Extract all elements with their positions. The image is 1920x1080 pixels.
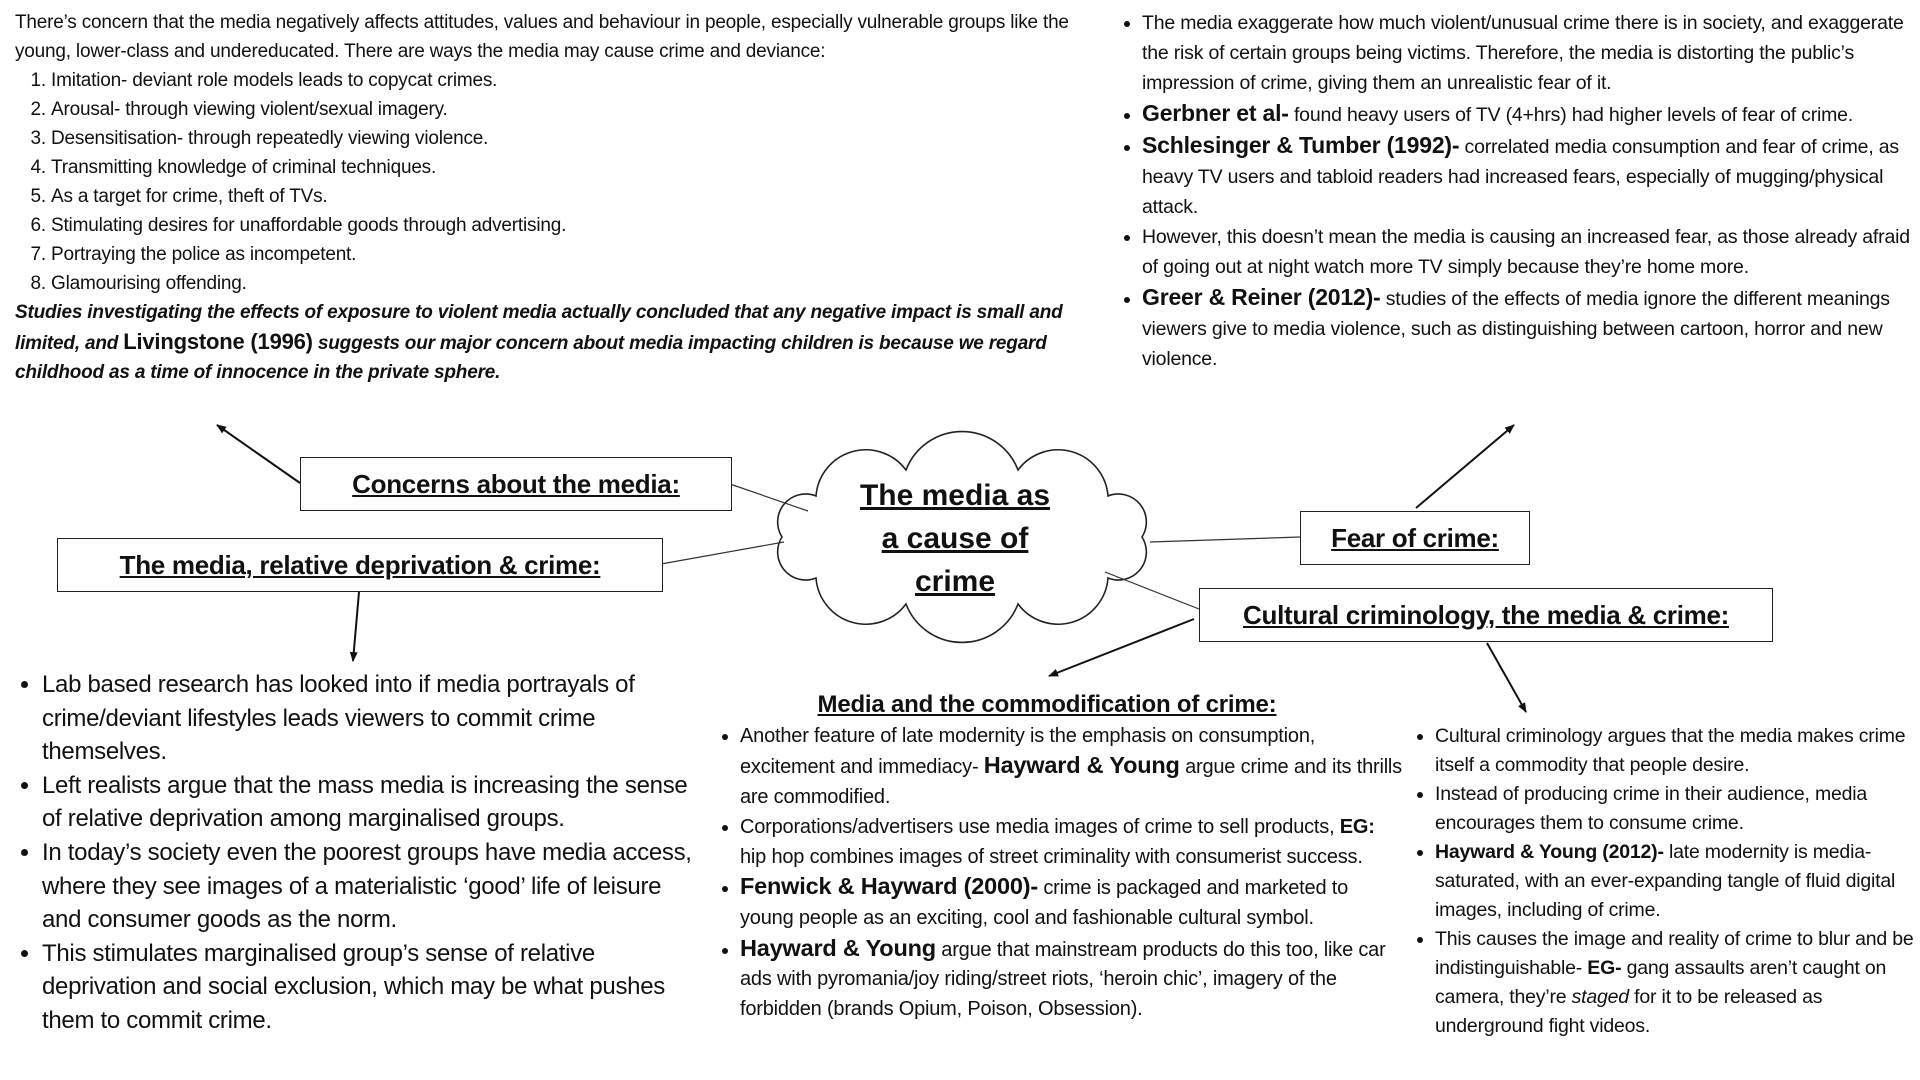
- text: argue crime and its thrills are commodified.: [740, 756, 1402, 809]
- text: studies of the effects of media ignore the different meanings viewers give to media violence, such as distinguishing between cartoon, horror and new violence.: [1142, 288, 1890, 370]
- text: Another feature of late modernity is the emphasis on consumption, excitement and immediacy-: [740, 724, 1316, 779]
- list-item: • Instead of producing crime in their audience, media encourages them to consume crime.: [1435, 780, 1917, 838]
- commodification-section: [712, 690, 1402, 1025]
- text: Corporations/advertisers use media images of crime to sell products,: [740, 815, 1340, 838]
- arrow-commodification: [1049, 619, 1194, 676]
- concerns-intro: There’s concern that the media negatively affects attitudes, values and behaviour in people, especially vulnerable groups like the young, lower-class and undereducated. There are ways the media may cause crime and deviance:: [15, 12, 1069, 62]
- arrow-fear: [1416, 425, 1514, 508]
- list-item: 6. Stimulating desires for unaffordable goods through advertising.: [51, 211, 1110, 240]
- connector-cultural: [1105, 572, 1199, 609]
- list-item: 4. Transmitting knowledge of criminal techniques.: [51, 153, 1110, 182]
- text: for it to be released as underground fight videos.: [1435, 986, 1823, 1037]
- study-name: Schlesinger & Tumber (1992)-: [1142, 132, 1460, 158]
- list-item: 5. As a target for crime, theft of TVs.: [51, 182, 1110, 211]
- list-item: • Lab based research has looked into if media portrayals of crime/deviant lifestyles leads viewers to commit crime themselves.: [42, 668, 704, 769]
- list-item: [740, 872, 1402, 933]
- text: found heavy users of TV (4+hrs) had higher levels of fear of crime.: [1288, 104, 1854, 126]
- text: crime is packaged and marketed to young people as an exciting, cool and fashionable cultural symbol.: [740, 877, 1349, 929]
- text: gang assaults aren’t caught on camera, they’re: [1435, 957, 1887, 1008]
- central-topic-line: The media as: [859, 479, 1051, 512]
- study-name: Hayward & Young: [983, 752, 1180, 779]
- concerns-conclusion: [15, 298, 1110, 387]
- text: correlated media consumption and fear of crime, as heavy TV users and tabloid readers had increased fears, especially of mugging/physical attack.: [1142, 136, 1899, 218]
- connector-fear: [1150, 537, 1300, 542]
- text: suggests our major concern about media impacting children is because we regard childhood as a time of innocence in the private sphere.: [15, 333, 1047, 383]
- emphasis: staged: [1571, 986, 1629, 1008]
- list-item: • Cultural criminology argues that the media makes crime itself a commodity that people desire.: [1435, 722, 1917, 780]
- study-name: Hayward & Young: [740, 934, 936, 961]
- study-name: Fenwick & Hayward (2000)-: [740, 873, 1038, 900]
- eg-label: EG:: [1339, 815, 1375, 838]
- concerns-section: [15, 8, 1110, 387]
- arrow-deprivation: [353, 592, 359, 661]
- box-deprivation: The media, relative deprivation & crime:: [57, 538, 663, 592]
- text: late modernity is media-saturated, with an ever-expanding tangle of fluid digital images, including of crime.: [1435, 841, 1896, 921]
- list-item: 2. Arousal- through viewing violent/sexual imagery.: [51, 95, 1110, 124]
- list-item: • This stimulates marginalised group’s sense of relative deprivation and social exclusion, which may be what pushes them to commit crime.: [42, 937, 704, 1038]
- list-item: 1. Imitation- deviant role models leads to copycat crimes.: [51, 66, 1110, 95]
- list-item: [1142, 282, 1914, 374]
- list-item: [740, 813, 1402, 872]
- text: argue that mainstream products do this too, like car ads with pyromania/joy riding/street riots, ‘heroin chic’, imagery of the forbidden (brands Opium, Poison, Obsession).: [740, 938, 1386, 1021]
- list-item: 8. Glamourising offending.: [51, 269, 1110, 298]
- list-item: [1142, 130, 1914, 222]
- list-item: [740, 934, 1402, 1025]
- study-name: Gerbner et al-: [1142, 100, 1289, 126]
- connector-deprivation: [661, 542, 784, 564]
- concerns-ways-list: [15, 66, 1110, 298]
- central-topic-line: crime: [914, 565, 996, 598]
- list-item: [1435, 838, 1917, 925]
- fear-section: [1114, 8, 1914, 374]
- eg-label: EG-: [1587, 957, 1622, 979]
- central-topic: [820, 474, 1090, 603]
- arrow-concerns: [217, 425, 300, 483]
- list-item: • Left realists argue that the mass media is increasing the sense of relative deprivation among marginalised groups.: [42, 769, 704, 836]
- list-item: • In today’s society even the poorest groups have media access, where they see images of a materialistic ‘good’ life of leisure and consumer goods as the norm.: [42, 836, 704, 937]
- list-item: 7. Portraying the police as incompetent.: [51, 240, 1110, 269]
- list-item: 3. Desensitisation- through repeatedly viewing violence.: [51, 124, 1110, 153]
- box-fear: Fear of crime:: [1300, 511, 1530, 565]
- deprivation-section: [14, 668, 704, 1038]
- list-item: [1435, 925, 1917, 1041]
- cultural-section: [1407, 722, 1917, 1041]
- text: Studies investigating the effects of exposure to violent media actually concluded that any negative impact is small and limited, and: [15, 302, 1063, 354]
- study-name: Livingstone (1996): [123, 329, 313, 354]
- central-topic-line: a cause of: [881, 522, 1029, 555]
- text: hip hop combines images of street criminality with consumerist success.: [740, 845, 1363, 868]
- commodification-heading: Media and the commodification of crime:: [817, 691, 1277, 718]
- list-item: [1142, 98, 1914, 130]
- box-concerns: Concerns about the media:: [300, 457, 732, 511]
- text: This causes the image and reality of crime to blur and be indistinguishable-: [1435, 928, 1914, 979]
- study-name: Hayward & Young (2012)-: [1435, 841, 1664, 863]
- box-cultural: Cultural criminology, the media & crime:: [1199, 588, 1773, 642]
- study-name: Greer & Reiner (2012)-: [1142, 284, 1381, 310]
- list-item: [740, 722, 1402, 813]
- arrow-cultural: [1487, 643, 1526, 712]
- list-item: • However, this doesn’t mean the media is causing an increased fear, as those already afraid of going out at night watch more TV simply because they’re home more.: [1142, 222, 1914, 282]
- list-item: • The media exaggerate how much violent/unusual crime there is in society, and exaggerate the risk of certain groups being victims. Therefore, the media is distorting the public’s impression of crime, giving them an unrealistic fear of it.: [1142, 8, 1914, 98]
